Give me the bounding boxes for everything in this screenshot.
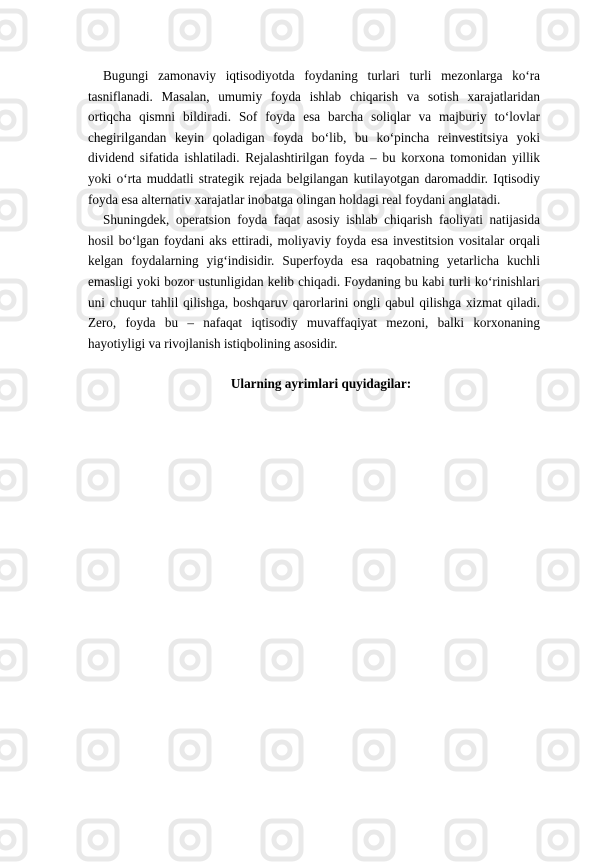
paragraph-1: Bugungi zamonaviy iqtisodiyotda foydaning turlari turli mezonlarga ko‘ra tasniflanadi. Masalan, umumiy foyda ishlab chiqarish va sotish xarajatlaridan ortiqcha qismni bildiradi. Sof foyda esa barcha soliqlar va majburiy to‘lovlar chegirilgandan keyin qoladigan foyda bo‘lib, bu ko‘pincha reinvestitsiya yoki dividend sifatida ishlatiladi. Rejalashtirilgan foyda – bu korxona tomonidan yillik yoki o‘rta muddatli strategik rejada belgilangan kutilayotgan daromaddir. Iqtisodiy foyda esa alternativ xarajatlar inobatga olingan holdagi real foydani anglatadi.	[88, 68, 540, 207]
document-watermark-icon	[352, 548, 396, 592]
document-watermark-icon	[444, 548, 488, 592]
document-watermark-icon	[0, 278, 28, 322]
document-watermark-icon	[536, 8, 580, 52]
document-watermark-icon	[260, 8, 304, 52]
document-watermark-icon	[76, 548, 120, 592]
document-watermark-icon	[76, 8, 120, 52]
document-watermark-icon	[260, 458, 304, 502]
document-watermark-icon	[536, 368, 580, 412]
document-watermark-icon	[444, 458, 488, 502]
document-watermark-icon	[0, 818, 28, 862]
document-watermark-icon	[76, 458, 120, 502]
document-watermark-icon	[76, 728, 120, 772]
document-watermark-icon	[0, 368, 28, 412]
document-watermark-icon	[0, 638, 28, 682]
document-watermark-icon	[352, 728, 396, 772]
document-watermark-icon	[352, 638, 396, 682]
document-watermark-icon	[352, 818, 396, 862]
document-watermark-icon	[260, 728, 304, 772]
document-watermark-icon	[536, 278, 580, 322]
document-watermark-icon	[536, 638, 580, 682]
document-watermark-icon	[536, 458, 580, 502]
document-watermark-icon	[168, 458, 212, 502]
document-watermark-icon	[0, 458, 28, 502]
document-watermark-icon	[352, 8, 396, 52]
document-watermark-icon	[444, 638, 488, 682]
section-heading: Ularning ayrimlari quyidagilar:	[230, 376, 412, 392]
document-watermark-icon	[536, 188, 580, 232]
document-watermark-icon	[168, 548, 212, 592]
document-watermark-icon	[0, 548, 28, 592]
document-watermark-icon	[168, 728, 212, 772]
document-watermark-icon	[168, 638, 212, 682]
document-body	[88, 66, 540, 395]
document-watermark-icon	[260, 548, 304, 592]
paragraph-2: Shuningdek, operatsion foyda faqat asosiy ishlab chiqarish faoliyati natijasida hosil bo‘lgan foydani aks ettiradi, moliyaviy foyda esa investitsion vositalar orqali kelgan foydalarning yig‘indisidir. Superfoyda esa raqobatning yetarlicha kuchli emasligi yoki bozor ustunligidan kelib chiqadi. Foydaning bu kabi turli ko‘rinishlari uni chuqur tahlil qilishga, boshqaruv qarorlarini ongli qabul qilishga xizmat qiladi. Zero, foyda bu – nafaqat iqtisodiy muvaffaqiyat mezoni, balki korxonaning hayotiyligi va rivojlanish istiqbolining asosidir.	[88, 212, 540, 351]
document-watermark-icon	[536, 548, 580, 592]
document-watermark-icon	[444, 728, 488, 772]
document-watermark-icon	[0, 188, 28, 232]
document-watermark-icon	[444, 818, 488, 862]
document-watermark-icon	[168, 818, 212, 862]
document-watermark-icon	[260, 638, 304, 682]
document-watermark-icon	[76, 818, 120, 862]
document-watermark-icon	[536, 728, 580, 772]
document-watermark-icon	[0, 728, 28, 772]
document-watermark-icon	[352, 458, 396, 502]
document-watermark-icon	[0, 98, 28, 142]
document-watermark-icon	[536, 98, 580, 142]
document-watermark-icon	[76, 638, 120, 682]
document-watermark-icon	[444, 8, 488, 52]
document-watermark-icon	[0, 8, 28, 52]
document-watermark-icon	[168, 8, 212, 52]
document-watermark-icon	[260, 818, 304, 862]
document-watermark-icon	[536, 818, 580, 862]
